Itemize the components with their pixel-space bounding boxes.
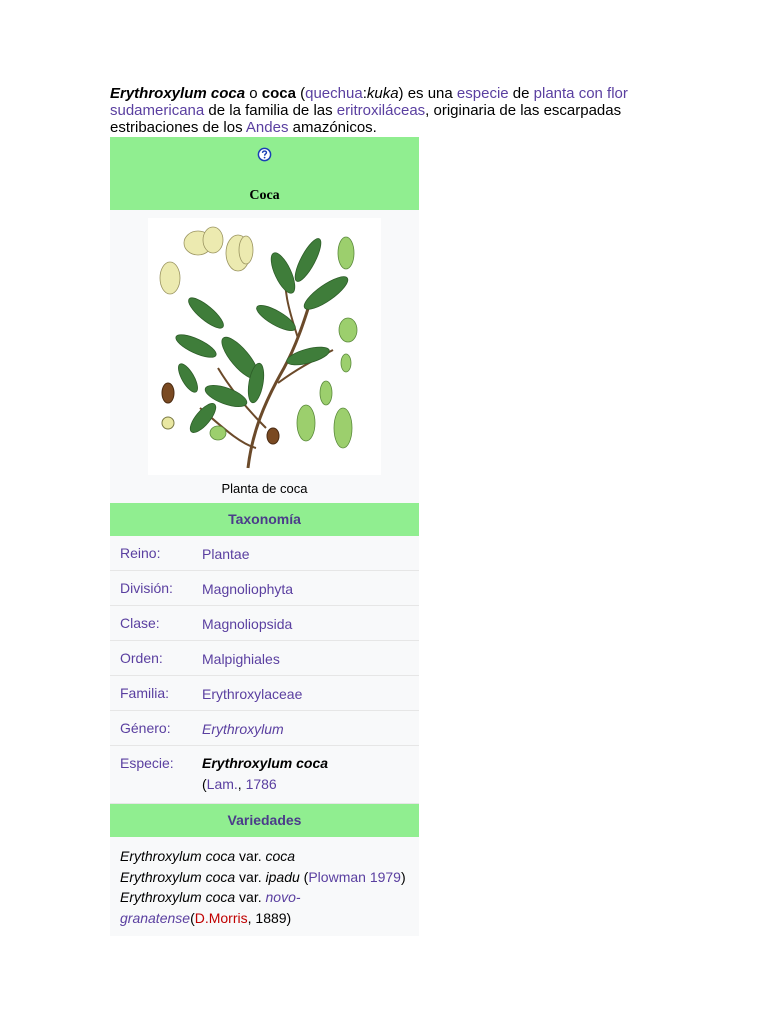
text-tail: , 1889) [247,909,292,926]
taxonomy-key[interactable]: División: [120,580,173,596]
taxonomy-row [110,641,419,676]
species-value: Erythroxylum coca [202,755,329,771]
text-paren: ( [299,868,309,885]
taxonomy-key[interactable]: Reino: [120,545,161,561]
common-name: coca [261,85,296,102]
text-paren: ( [295,85,306,102]
variety-item [120,867,419,888]
variety-author-redlink[interactable]: D.Morris [194,909,248,926]
variety-var: var. [235,889,266,905]
link-quechua[interactable]: quechua [305,85,363,102]
taxonomy-row [110,606,419,641]
text-paren: ( [190,909,195,926]
varieties-header: Variedades [110,804,419,837]
variety-species: Erythroxylum coca [120,848,236,864]
variety-var: var. [235,868,266,885]
variety-author-link[interactable]: Plowman 1979 [308,868,401,885]
taxonomy-value[interactable]: Magnoliopsida [202,616,293,632]
link-especie[interactable]: especie [456,85,509,102]
text-paren-close: ) [400,868,406,885]
text-paren: ( [202,776,207,792]
species-name: Erythroxylum coca [110,85,246,102]
infobox [110,137,419,936]
variety-name: coca [265,848,296,864]
variety-species: Erythroxylum coca [120,889,236,905]
taxonomy-key[interactable]: Orden: [120,650,163,666]
year-link[interactable]: 1786 [245,776,277,792]
taxonomy-key[interactable]: Familia: [120,685,170,701]
taxonomy-row [110,746,419,804]
variety-name: ipadu [265,868,300,885]
taxonomy-value[interactable] [202,721,284,737]
text-amazonicos: amazónicos. [288,119,377,136]
infobox-title-header [110,137,419,210]
genus-name: Erythroxylum [202,721,284,737]
link-eritroxilaceas[interactable]: eritroxiláceas [336,102,426,119]
infobox-image-section [110,210,419,503]
intro-paragraph [110,85,630,136]
taxonomy-row [110,711,419,746]
variety-var: var. [235,848,266,864]
varieties-list [110,837,419,936]
taxonomy-row [110,676,419,711]
text-originaria: , originaria de las escarpadas estribaciones de los [110,102,622,136]
question-circle-icon[interactable] [257,147,272,162]
text-colon: : [362,85,367,102]
taxonomy-row [110,571,419,606]
taxonomy-header: Taxonomía [110,503,419,536]
taxonomy-value[interactable]: Malpighiales [202,651,280,667]
taxonomy-value[interactable]: Erythroxylaceae [202,686,303,702]
author-link[interactable]: Lam. [206,776,238,792]
taxonomy-key[interactable]: Especie: [120,755,174,771]
variety-item [120,887,310,928]
image-caption: Planta de coca [221,481,308,496]
text-comma: , [237,776,246,792]
link-andes[interactable]: Andes [245,119,289,136]
taxonomy-value[interactable]: Magnoliophyta [202,581,294,597]
quechua-word: kuka [366,85,399,102]
text-o: o [245,85,262,102]
text-es-una: ) es una [398,85,457,102]
link-planta-con-flor[interactable]: planta con flor sudamericana [110,85,628,119]
infobox-title: Coca [249,188,280,203]
taxonomy-value[interactable]: Plantae [202,546,250,562]
text-de: de [508,85,534,102]
variety-species: Erythroxylum coca [120,868,236,885]
taxonomy-row [110,536,419,571]
text-familia: de la familia de las [204,102,337,119]
coca-plant-illustration[interactable] [148,218,381,475]
variety-item [120,846,419,867]
variety-name: novo-granatense [120,889,301,926]
taxonomy-key[interactable]: Clase: [120,615,160,631]
taxonomy-key[interactable]: Género: [120,720,171,736]
